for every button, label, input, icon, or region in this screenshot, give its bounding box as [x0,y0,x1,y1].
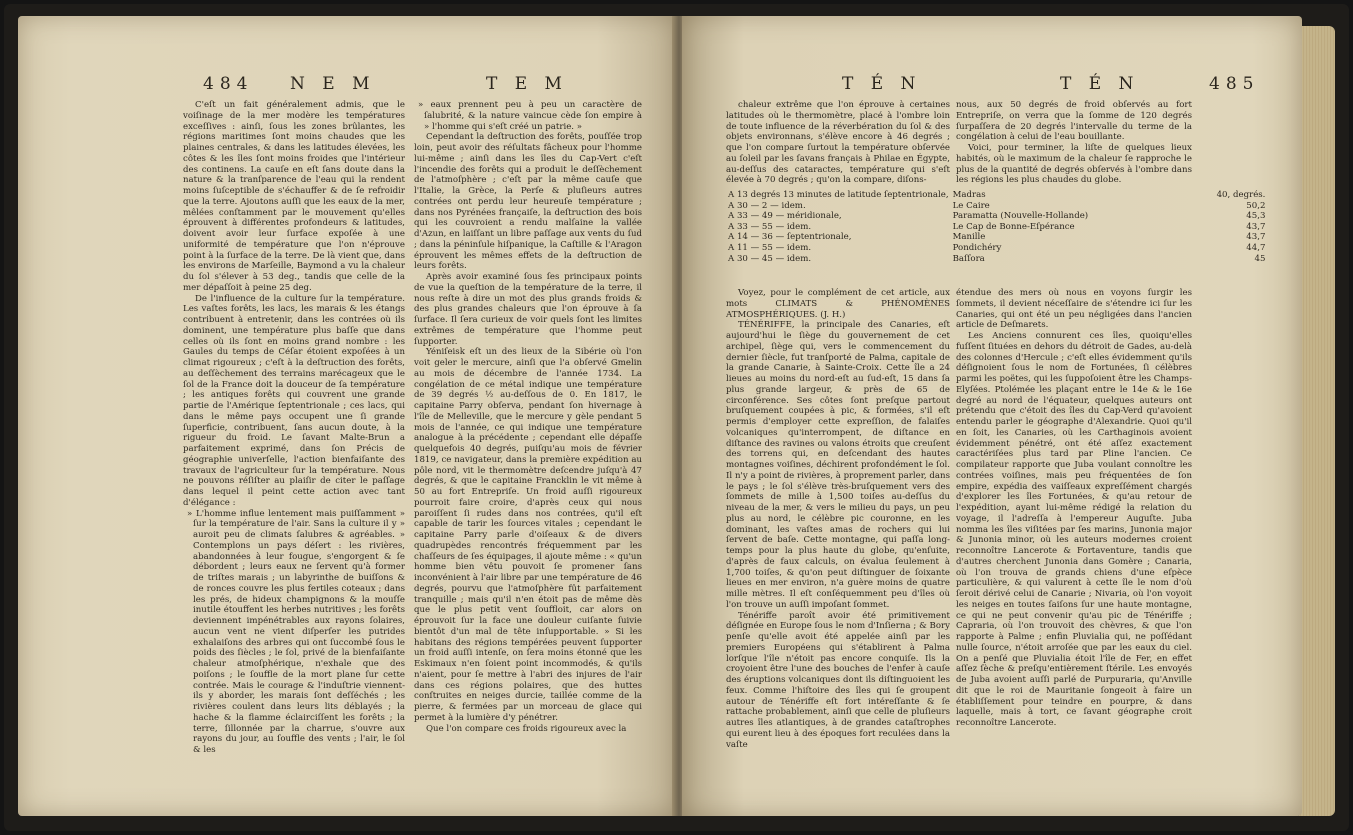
paragraph: Voyez, pour le complément de cet article, aux mots CLIMATS & PHÉNOMÈNES ATMOSPHÉRIQUES. (J. H.) [726,288,950,320]
page-number-right: 485 [1209,74,1260,94]
latitude-cell: A 33 — 55 — idem. [728,221,812,232]
paragraph: Voici, pour terminer, la liſte de quelques lieux habités, où le maximum de la chaleur ſe rapproche le plus de la quantité de degrés obſervés à l'ombre dans les régions les plus chaudes du globe. [956,143,1192,186]
quotation: » L'homme influe lentement mais puiſſamment » ſur la température de l'air. Sans la culture il y » auroit peu de climats ſalubres & agréables. » Contemplons un pays déſert : les rivières, abandonnées à leur fougue, s'engorgent & ſe débordent ; leurs eaux ne ſervent qu'à former de triſtes marais ; un labyrinthe de buiſſons & de ronces couvre les plus fertiles coteaux ; dans les prés, de hideux champignons & la mouſſe inutile étouffent les herbes nutritives ; les forêts deviennent impénétrables aux rayons ſolaires, aucun vent ne vient diſperſer les putrides exhalaiſons des arbres qui ont ſuccombé ſous le poids des ſiècles ; le ſol, privé de la bienfaiſante chaleur atmoſphérique, n'exhale que des poiſons ; le ſouffle de la mort plane ſur cette contrée. Mais le courage & l'induſtrie viennent-ils y aborder, les marais ſont deſſéchés ; les rivières coulent dans leurs lits déblayés ; la hache & la flamme éclairciſſent les forêts ; la terre, ſillonnée par la charrue, s'ouvre aux rayons du jour, au ſouffle des vents ; l'air, le ſol & les [187,508,405,755]
quotation: » eaux prennent peu à peu un caractère de ſalubrité, & la nature vaincue cède ſon empire à » l'homme qui s'eſt créé un patrie. » [418,100,642,132]
latitude-cell: A 11 — 55 — idem. [728,242,812,253]
place-cell: Baſſora [952,253,985,264]
paragraph: Cependant la deſtruction des forêts, pouſſée trop loin, peut avoir des réſultats fâcheux pour l'homme lui-même ; ainſi dans les îles du Cap-Vert c'eſt l'incendie des forêts qui a produit le deſſèchement de l'atmoſphère ; c'eſt par la même cauſe que l'Italie, la Grèce, la Perſe & pluſieurs autres contrées ont perdu leur heureuſe température ; dans nos Pyrénées françaiſe, la deſtruction des bois qui les couvroient a rendu malſaine la vallée d'Azun, en laiſſant un libre paſſage aux vents du ſud ; dans la péninſule hiſpanique, la Caſtille & l'Aragon éprouvent les mêmes effets de la deſtruction de leurs forêts. [414,132,642,272]
right-page-column-2 [956,288,1192,808]
latitude-cell: A 30 — 45 — idem. [728,253,812,264]
left-page-column-2 [414,100,642,800]
latitude-cell: A 33 — 49 — méridionale, [728,211,842,222]
place-cell: Le Caire [952,200,990,211]
place-cell: Le Cap de Bonne-Eſpérance [952,221,1075,232]
book-spread [4,4,1349,831]
paragraph: Les Anciens connurent ces îles, quoiqu'elles fuſſent ſituées en dehors du détroit de Gades, au-delà des colonnes d'Hercule ; c'eſt elles évidemment qu'ils déſignoient ſous le nom de Fortunées, ſi célèbres parmi les poëtes, qui les ſuppoſoient être les Champs-Elyſées. Ptolémée les plaçant entre le 14e & le 16e degré au nord de l'équateur, quelques auteurs ont prétendu que c'étoit des îles du Cap-Verd qu'avoient entendu parler le géographe d'Alexandrie. Quoi qu'il en ſoit, les Canaries, où les Carthaginois avoient évidemment pénétré, ont été aſſez exactement caractériſées plus tard par Pline l'ancien. Ce compilateur rapporte que Juba voulant connoître les contrées voiſines, mais peu fréquentées de ſon empire, expédia des vaiſſeaux expreſſément chargés d'explorer les îles Fortunées, & qu'au retour de l'expédition, ayant lui-même rédigé la relation du voyage, il l'adreſſa à l'empereur Auguſte. Juba nomma les îles viſitées par ſes marins, Junonia major & Junonia minor, où les auteurs modernes croient reconnoître Lancerote & Fortaventure, tandis que d'autres cherchent Junonia dans Gomère ; Canaria, où l'on trouva de grands chiens d'une eſpèce particulière, & qui valurent à cette île le nom d'où ſeroit dérivé celui de Canarie ; Nivaria, où l'on voyoit les neiges en toutes ſaiſons ſur une haute montagne, ce qui ne peut convenir qu'au pic de Ténériffe ; Capraria, où l'on trouvoit des chèvres, & que l'on rapporte à Palme ; enfin Pluvialia qui, ne poſſédant nulle ſource, n'étoit arroſée que par les eaux du ciel. On a penſé que Pluvialia étoit l'île de Fer, en effet aſſez ſèche & preſqu'entièrement ſtérile. Les envoyés de Juba avoient auſſi parlé de Purpuraria, qu'Anville dit que le roi de Mauritanie ſongeoit à faire un établiſſement pour teindre en pourpre, & dans laquelle, mais à tort, ce ſavant géographe croit reconnoître Lancerote. [956,331,1192,728]
paragraph: De l'influence de la culture ſur la température. Les vaſtes forêts, les lacs, les marais & les étangs contribuent à entretenir, dans les contrées où ils dominent, une température plus baſſe que dans celles où ils ſont en moins grand nombre : les Gaules du temps de Céſar étoient expoſées à un climat rigoureux ; c'eſt à la deſtruction des forêts, au deſſèchement des terrains marécageux que le ſol de la France doit la douceur de ſa température ; les antiques forêts qui couvrent une grande partie de l'Amérique ſeptentrionale ; ces lacs, qui dans le même pays occupent une ſi grande ſuperficie, contribuent, ſans aucun doute, à la rigueur du froid. Le ſavant Malte-Brun a parfaitement exprimé, dans ſon Précis de géographie univerſelle, l'action bienfaiſante des travaux de l'agriculteur ſur la température. Nous ne pouvons réſiſter au plaiſir de citer le paſſage dans lequel il peint cette action avec tant d'élégance : [183,293,405,508]
running-head-right: T É N [1060,74,1140,94]
page-edges [1299,26,1335,816]
paragraph: Après avoir examiné ſous ſes principaux points de vue la queſtion de la température de la terre, il nous reſte à dire un mot des plus grands froids & des plus grandes chaleurs que l'on éprouve à ſa ſurface. Il ſera curieux de voir quels ſont les limites extrêmes de température que l'homme peut ſupporter. [414,272,642,347]
temperature-cell: 44,7 [1246,242,1266,253]
temperature-cell: 50,2 [1246,200,1266,211]
latitude-cell: A 13 degrés 13 minutes de latitude ſeptentrionale, [728,190,949,200]
right-page-column-1 [726,288,950,808]
right-page-column-2-top [956,100,1192,192]
running-head-right: T E M [486,74,568,94]
table-row [726,222,1267,233]
latitude-cell: A 30 — 2 — idem. [728,200,806,211]
page-number-left: 484 [203,74,254,94]
temperature-cell: 45,3 [1246,211,1266,222]
table-row [726,211,1267,222]
paragraph: Ténériffe paroît avoir été primitivement déſignée en Europe ſous le nom d'Inſierna ; & Bory penſe qu'elle avoit été appelée ainſi par les premiers Européens qui s'établirent à Palma lorſque l'île n'étoit pas encore conquiſe. Ils la croyoient être l'une des bouches de l'enfer à cauſe des éruptions volcaniques dont ils diſtinguoient les feux. Comme l'hiſtoire des îles qui ſe groupent autour de Ténériffe eſt fort intéreſſante & ſe rattache probablement, ainſi que celle de pluſieurs autres îles atlantiques, à de grandes cataſtrophes qui eurent lieu à des époques fort reculées dans la vaſte [726,610,950,750]
place-cell: Manille [952,232,986,243]
temperature-cell: 45 [1254,253,1266,264]
table-row [726,232,1267,243]
climate-table [726,190,1274,264]
paragraph: étendue des mers où nous en voyons ſurgir les ſommets, il devient néceſſaire de s'étendre ici ſur les Canaries, qui ont été un peu négligées dans l'ancien article de Deſmarets. [956,288,1192,331]
running-head-left: T É N [842,74,922,94]
table-row [726,243,1267,254]
paragraph: nous, aux 50 degrés de froid obſervés au fort Entrepriſe, on verra que la ſomme de 120 degrés ſurpaſſera de 20 degrés l'intervalle du terme de la congélation à celui de l'eau bouillante. [956,100,1192,143]
temperature-cell: 43,7 [1246,232,1266,243]
temperature-cell: 40, degrés. [1216,190,1266,200]
table-row [726,254,1267,265]
paragraph: TÉNÉRIFFE, la principale des Canaries, eſt aujourd'hui le ſiège du gouvernement de cet archipel, ſiège qui, vers le commencement du dernier ſiècle, fut tranſporté de Palma, capitale de la grande Canarie, à Sainte-Croix. Cette île a 24 lieues au moins du nord-eſt au ſud-eſt, 15 dans ſa plus grande largeur, & près de 65 de circonférence. Ses côtes ſont preſque partout bruſquement coupées à pic, & formées, s'il eſt permis d'employer cette expreſſion, de falaiſes volcaniques qu'interrompent, de diſtance en diſtance des ravines ou valons étroits que creuſent des torrens qui, en deſcendant des hautes montagnes voiſines, déchirent profondément le ſol. Il n'y a point de rivières, à proprement parler, dans le pays ; le ſol s'élève très-bruſquement vers des ſommets de mille à 1,500 toiſes au-deſſus du niveau de la mer, & vers le milieu du pays, un peu plus au nord, le célèbre pic couronne, en les dominant, les vaſtes amas de rochers qui lui ſervent de baſe. Cette montagne, qui paſſa long-temps pour la plus haute du globe, qu'enſuite, d'après de faux calculs, on évalua ſeulement à 1,700 toiſes, & qu'on peut diſtinguer de ſoixante lieues en mer environ, n'a guère moins de quatre mille mètres. Il eſt conſéquemment peu d'îles où l'on trouve un auſſi impoſant ſommet. [726,320,950,610]
place-cell: Madras [952,190,986,200]
paragraph: Que l'on compare ces froids rigoureux avec la [426,723,627,734]
place-cell: Pondichéry [952,242,1002,253]
latitude-cell: A 14 — 36 — ſeptentrionale, [728,232,852,243]
place-cell: Paramatta (Nouvelle-Hollande) [952,211,1089,222]
table-row [726,190,1267,201]
running-head-left: N E M [290,74,376,94]
paragraph: Yéniſeisk eſt un des lieux de la Sibérie où l'on voit geler le mercure, ainſi que l'a obſervé Gmelin au mois de décembre de l'année 1734. La congélation de ce métal indique une température de 39 degrés ½ au-deſſous de 0. En 1817, le capitaine Parry obſerva, pendant ſon hivernage à l'île de Melleville, que le mercure y gèle pendant 5 mois de l'année, ce qui indique une température analogue à la précédente ; cependant elle dépaſſe quelquefois 40 degrés, puiſqu'au mois de février 1819, ce navigateur, dans la première expédition au pôle nord, vit le thermomètre deſcendre juſqu'à 47 degrés, & que le capitaine Francklin le vit même à 50 au fort Entrepriſe. Un froid auſſi rigoureux pourroit faire croire, d'après ceux qui nous paroiſſent ſi rudes dans nos contrées, qu'il eſt capable de tarir les ſources vitales ; cependant le capitaine Parry parle d'oiſeaux & de divers quadrupèdes rencontrés fréquemment par les chaſſeurs de ſes équipages, il ajoute même : « qu'un homme bien vêtu pouvoit ſe promener ſans inconvénient à l'air libre par une température de 46 degrés, pourvu que l'atmoſphère fût parfaitement tranquille ; mais qu'il n'en étoit pas de même dès que le plus petit vent ſouffloit, car alors on éprouvoit ſur la face une douleur cuiſante ſuivie bientôt d'un mal de tête inſupportable. » Si les habitans des régions tempérées peuvent ſupporter un froid auſſi intenſe, on ſera moins étonné que les Eskimaux n'en ſoient point incommodés, & qu'ils n'aient, pour ſe mettre à l'abri des injures de l'air dans ces régions polaires, que des huttes conſtruites en neiges durcie, taillée comme de la pierre, & fermées par un morceau de glace qui permet à la lumière d'y pénétrer. [414,347,642,723]
right-page-column-1-top [726,100,950,192]
paragraph: C'eſt un fait généralement admis, que le voiſinage de la mer modère les températures exceſſives : ainſi, ſous les zones brûlantes, les régions maritimes ſont moins chaudes que les plaines centrales, & dans les latitudes élevées, les côtes & les îles ſont moins froides que l'intérieur des continens. La cauſe en eſt ſans doute dans la nature & la tranſparence de l'eau qui la rendent moins ſuſceptible de s'échauffer & de ſe refroidir que la terre. Ajoutons auſſi que les eaux de la mer, mêlées conſtamment par le mouvement qu'elles éprouvent à différentes profondeurs & latitudes, doivent avoir leur ſurface expoſée à une uniformité de température que l'on n'éprouve point à la ſurface de la terre. De là vient que, dans les environs de Marſeille, Baymond a vu la chaleur du ſol s'élever à 53 deg., tandis que celle de la mer dépaſſoit à peine 25 deg. [183,100,405,293]
left-page [18,16,676,816]
temperature-cell: 43,7 [1246,221,1266,232]
table-row [726,201,1267,212]
left-page-column-1 [183,100,405,800]
paragraph: chaleur extrême que l'on éprouve à certaines latitudes où le thermomètre, placé à l'ombre loin de toute influence de la réverbération du ſol & des objets environnans, s'élève encore à 46 degrés ; que l'on compare ſurtout la température obſervée au ſoleil par les ſavans français à Philae en Égypte, au-deſſus des cataractes, température qui s'eſt élevée à 70 degrés ; qu'on la compare, diſons- [726,100,950,186]
